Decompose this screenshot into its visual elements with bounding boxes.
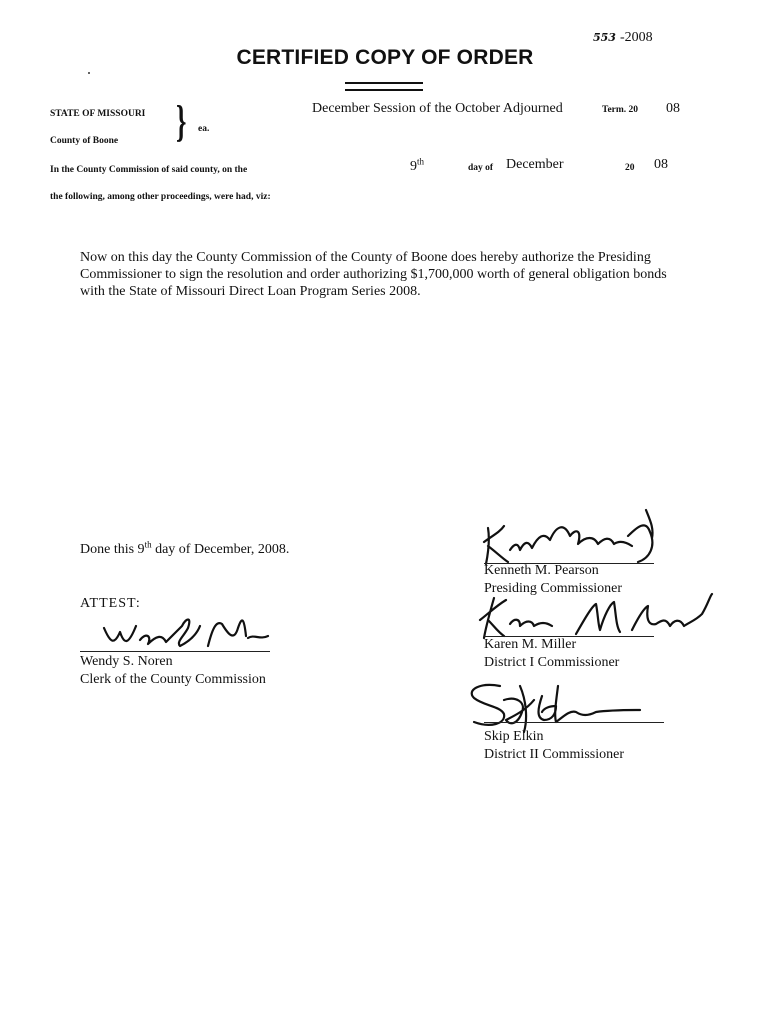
order-body-paragraph: Now on this day the County Commission of the County of Boone does hereby authorize the Presiding Commissioner to sign the resolution and order authorizing $1,700,000 worth of general obligation bonds with the State of Missouri Direct Loan Program Series 2008. [80, 250, 667, 299]
clerk-signature-image [96, 606, 276, 656]
county-label: County of Boone [50, 136, 119, 146]
order-number-year: -2008 [619, 30, 653, 45]
district-2-signature-line [484, 722, 664, 723]
stray-mark [88, 72, 90, 74]
title-rule-bottom [345, 89, 423, 91]
year-value: 08 [654, 157, 668, 172]
attest-label: ATTEST: [80, 596, 141, 611]
term-label: Term. 20 [602, 105, 639, 115]
done-date-line: Done this 9th day of December, 2008. [80, 539, 290, 557]
day-number: 9th [410, 156, 425, 174]
day-of-label: day of [468, 163, 494, 173]
presiding-commissioner-name: Kenneth M. Pearson [484, 563, 599, 578]
district-1-commissioner-title: District I Commissioner [484, 655, 620, 670]
district-1-commissioner-name: Karen M. Miller [484, 637, 577, 652]
following-label: the following, among other proceedings, were had, viz: [50, 192, 271, 202]
caption-brace: } [176, 97, 187, 146]
clerk-name: Wendy S. Noren [80, 654, 173, 669]
in-county-label: In the County Commission of said county, on the [50, 165, 248, 175]
year-label: 20 [625, 163, 635, 173]
clerk-signature-line [80, 651, 270, 652]
session-text: December Session of the October Adjourned [312, 101, 563, 116]
document-title: CERTIFIED COPY OF ORDER [236, 46, 534, 69]
district-2-commissioner-name: Skip Elkin [484, 729, 544, 744]
district-2-commissioner-title: District II Commissioner [484, 747, 624, 762]
state-label: STATE OF MISSOURI [50, 109, 146, 119]
order-number [593, 30, 653, 46]
ss-label: ea. [198, 124, 210, 134]
month-value: December [506, 157, 564, 172]
title-rule-top [345, 82, 423, 84]
term-value: 08 [666, 101, 680, 116]
presiding-commissioner-title: Presiding Commissioner [484, 581, 623, 596]
order-number-handwritten: 553 [593, 31, 616, 44]
district-2-commissioner-signature-image [460, 676, 660, 736]
clerk-title: Clerk of the County Commission [80, 672, 266, 687]
